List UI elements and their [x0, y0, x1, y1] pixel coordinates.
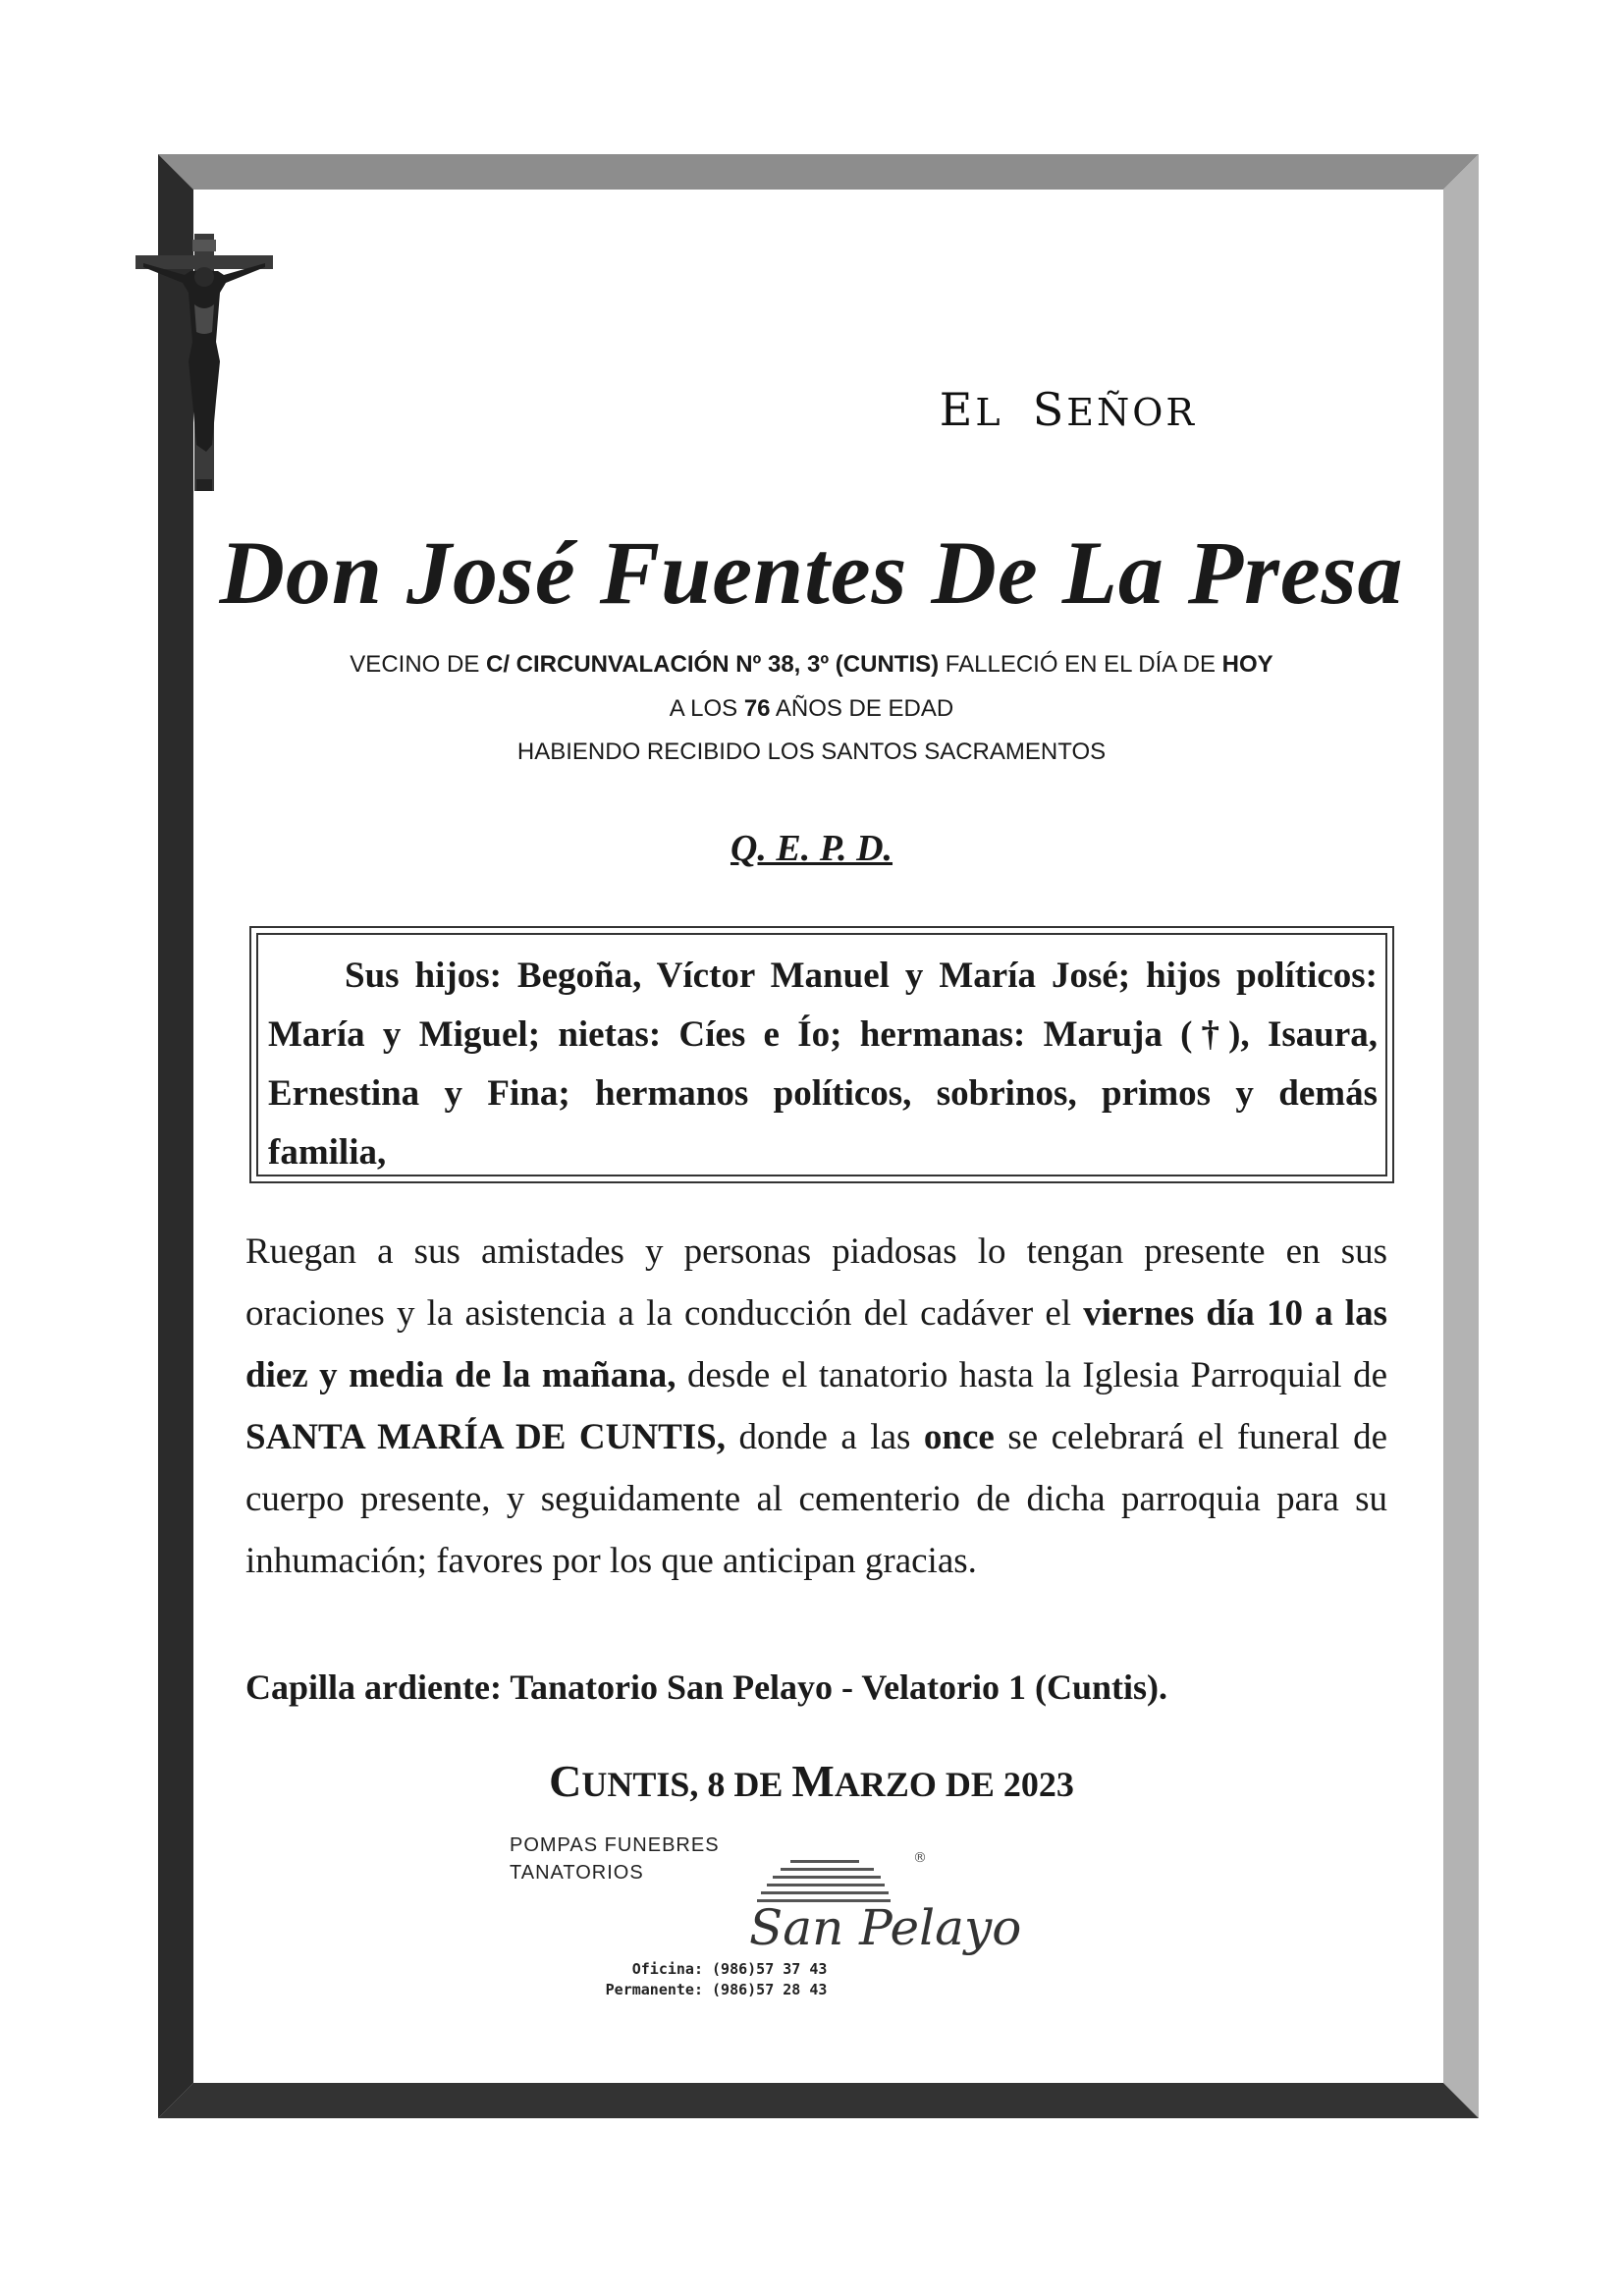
place-date: CUNTIS, 8 DE MARZO DE 2023	[549, 1756, 1074, 1806]
family-text: Sus hijos: Begoña, Víctor Manuel y María José; hijos políticos: María y Miguel; nietas: Cíes e Ío; hermanas: Maruja (†), Isaura, Ernestina y Fina; hermanos políticos, sobrinos, primos y demás familia,	[268, 956, 1378, 1173]
qepd: Q. E. P. D.	[730, 828, 893, 869]
funeral-home-line-1: POMPAS FUNEBRES	[510, 1834, 720, 1856]
registered-mark: ®	[913, 1850, 927, 1866]
details-line-1: VECINO DE C/ CIRCUNVALACIÓN Nº 38, 3º (CUNTIS) FALLECIÓ EN EL DÍA DE HOY	[350, 651, 1273, 678]
deceased-name: Don José Fuentes De La Presa	[219, 522, 1404, 623]
logo-text: San Pelayo	[749, 1899, 1022, 1956]
contact-phones	[575, 1959, 827, 2000]
main-text: Ruegan a sus amistades y personas piadosas lo tengan presente en sus oraciones y la asistencia a la conducción del cadáver el viernes día 10 a las diez y media de la mañana, desde el tanatorio hasta la Iglesia Parroquial de SANTA MARÍA DE CUNTIS, donde a las once se celebrará el funeral de cuerpo presente, y seguidamente al cementerio de dicha parroquia para su inhumación; favores por los que anticipan gracias.	[245, 1231, 1387, 1581]
permanent-phone-row: Permanente: (986)57 28 43	[605, 1981, 828, 1998]
details-line-3: HABIENDO RECIBIDO LOS SANTOS SACRAMENTOS	[516, 738, 1107, 765]
crucifix-icon	[135, 234, 273, 491]
family-box	[249, 926, 1394, 1183]
funeral-home-line-2: TANATORIOS	[510, 1862, 644, 1884]
title-el-senor: EL SEÑOR	[939, 383, 1197, 436]
family-box-inner	[256, 933, 1387, 1176]
capilla-ardiente: Capilla ardiente: Tanatorio San Pelayo - Velatorio 1 (Cuntis).	[245, 1667, 1168, 1707]
details-line-2: A LOS 76 AÑOS DE EDAD	[669, 695, 954, 722]
office-phone-row: Oficina: (986)57 37 43	[631, 1960, 828, 1978]
funeral-home-name	[510, 1831, 720, 1886]
